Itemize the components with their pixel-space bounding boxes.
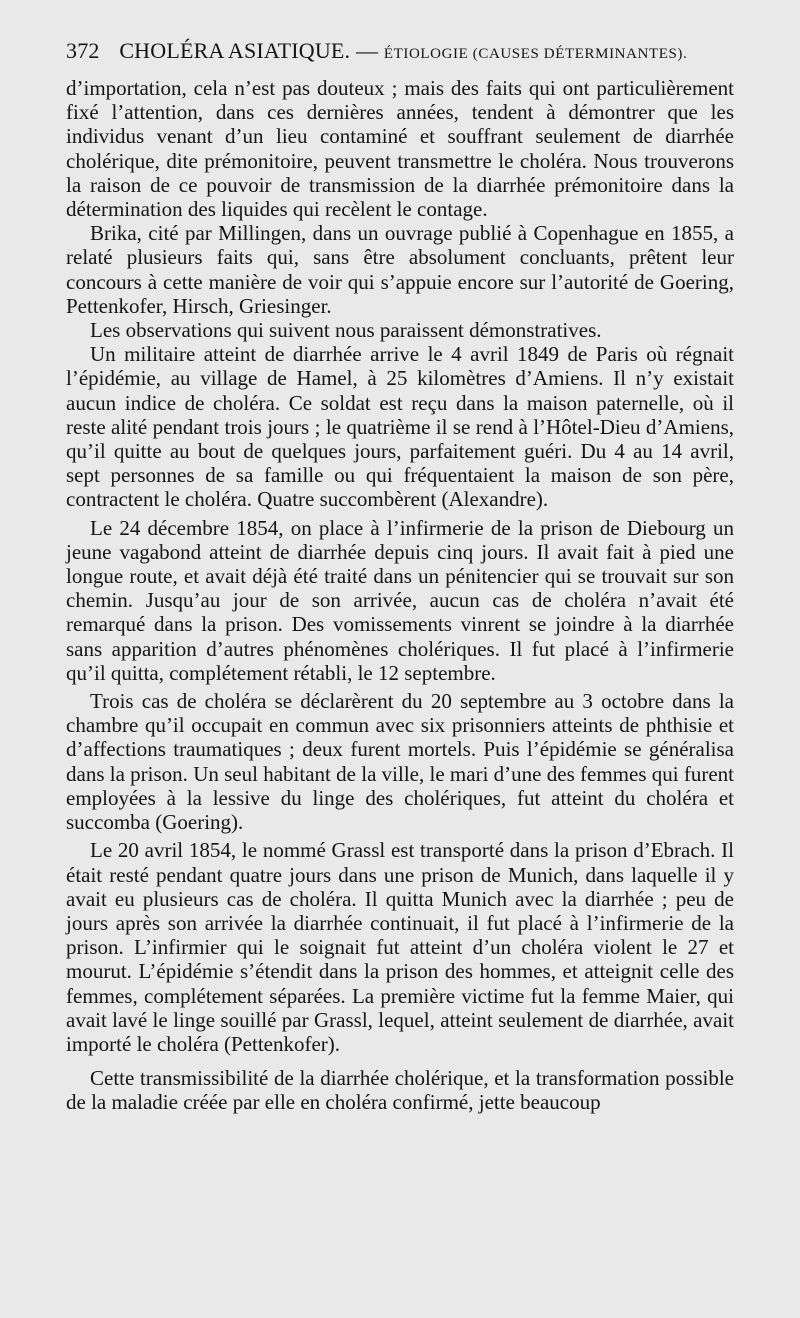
paragraph-transmissibilite: Cette transmissibilité de la diarrhée cholérique, et la transformation possible de la maladie créée par elle en choléra confirmé, jette beaucoup [66,1066,734,1115]
paragraph-militaire: Un militaire atteint de diarrhée arrive le 4 avril 1849 de Paris où régnait l’épidémie, au village de Hamel, à 25 kilomètres d’Amiens. Il n’y existait aucun indice de choléra. Ce soldat est reçu dans la maison paternelle, où il reste alité pendant trois jours ; le quatrième il se rend à l’Hôtel-Dieu d’Amiens, qu’il quitte au bout de quelques jours, parfaitement guéri. Du 4 au 14 avril, sept personnes de sa famille ou qui fréquentaient la maison de son père, contractent le choléra. Quatre succombèrent (Alexandre). [66,342,734,512]
running-subtitle: ÉTIOLOGIE (CAUSES DÉTERMINANTES). [383,46,688,62]
running-header [66,38,756,64]
page-number: 372 [66,38,100,63]
paragraph-observations: Les observations qui suivent nous paraissent démonstratives. [90,318,602,343]
running-title: CHOLÉRA ASIATIQUE. [119,38,351,63]
paragraph-diebourg: Le 24 décembre 1854, on place à l’infirmerie de la prison de Diebourg un jeune vagabond atteint de diarrhée depuis cinq jours. Il avait fait à pied une longue route, et avait déjà été traité dans un pénitencier qui se trouvait sur son chemin. Jusqu’au jour de son arrivée, aucun cas de choléra n’avait été remarqué dans la prison. Des vomissements vinrent se joindre à la diarrhée sans apparition d’autres phénomènes cholériques. Il fut placé à l’infirmerie qu’il quitta, complétement rétabli, le 12 septembre. [66,515,734,685]
body-text [66,76,734,1115]
paragraph-grassl: Le 20 avril 1854, le nommé Grassl est transporté dans la prison d’Ebrach. Il était resté pendant quatre jours dans une prison de Munich, dans laquelle il y avait eu plusieurs cas de choléra. Il quitta Munich avec la diarrhée ; peu de jours après son arrivée la diarrhée continuait, il fut placé à l’infirmerie de la prison. L’infirmier qui le soignait fut atteint d’un choléra violent le 27 et mourut. L’épidémie s’étendit dans la prison des hommes, et atteignit celle des femmes, complétement séparées. La première victime fut la femme Maier, qui avait lavé le linge souillé par Grassl, lequel, atteint seulement de diarrhée, avait importé le choléra (Pettenkofer). [66,838,734,1056]
paragraph-continuation: d’importation, cela n’est pas douteux ; mais des faits qui ont particulièrement fixé l’attention, dans ces dernières années, tendent à démontrer que les individus venant d’un lieu contaminé et souffrant seulement de diarrhée cholérique, dite prémonitoire, peuvent transmettre le choléra. Nous trouverons la raison de ce pouvoir de transmission de la diarrhée prémonitoire dans la détermination des liquides qui recèlent le contage. [66,76,734,222]
header-separator: — [355,38,379,63]
paragraph-trois-cas: Trois cas de choléra se déclarèrent du 20 septembre au 3 octobre dans la chambre qu’il occupait en commun avec six prisonniers atteints de phthisie et d’affections traumatiques ; deux furent mortels. Puis l’épidémie se généralisa dans la prison. Un seul habitant de la ville, le mari d’une des femmes qui furent employées à la lessive du linge des cholériques, fut atteint du choléra et succomba (Goering). [66,689,734,835]
paragraph-brika: Brika, cité par Millingen, dans un ouvrage publié à Copenhague en 1855, a relaté plusieurs faits qui, sans être absolument concluants, prêtent leur concours à cette manière de voir qui s’appuie encore sur l’autorité de Goering, Pettenkofer, Hirsch, Griesinger. [66,221,734,318]
